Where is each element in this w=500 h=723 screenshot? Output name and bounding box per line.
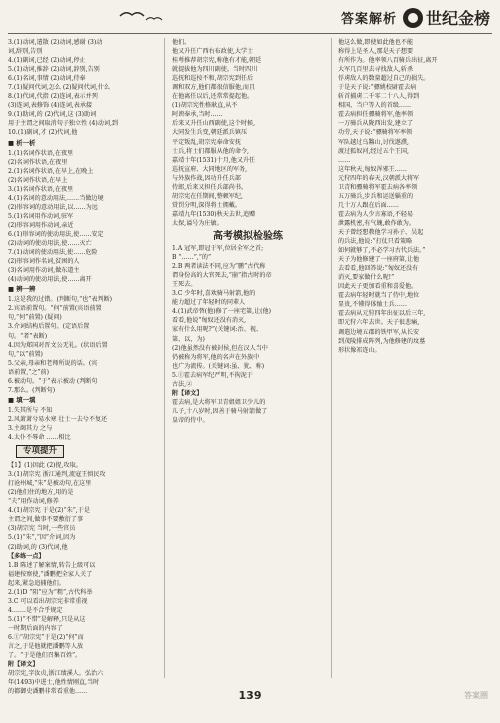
text-line: 句。“者”表断)	[8, 332, 48, 340]
text-line: 仍被称为将军,他的名声在外族中	[172, 353, 260, 361]
text-line: (2)形容词用作动词,亲近	[8, 221, 74, 229]
answer-list	[8, 38, 156, 442]
text-line: 在他离任以后,还常常提起他。	[172, 93, 254, 101]
text-line: 调和双方,他们都很信服他,而且	[172, 84, 256, 92]
text-line: 士兵,将士们都服从他的命令,	[172, 147, 249, 155]
text-line: 3.主竭其力 之与	[8, 424, 53, 432]
text-line: 4.(1)胡宗宪 于是(2)“朱”,于是	[8, 507, 90, 515]
logo-icon	[403, 8, 423, 28]
text-line: (2)他们住的地方,用的是	[8, 489, 74, 497]
text-line: 语前置,“之”前)	[8, 368, 50, 376]
watermark: 答案圈	[464, 691, 488, 700]
text-line: 嘉靖九年(1530)秋天去世,追赠	[172, 210, 256, 218]
text-line: 侍郎,后来又担任兵部尚书。	[172, 183, 248, 191]
text-line: 5.父亲,母亲和老师所说的话。(宾	[8, 359, 98, 367]
text-line: 6.(1)名词,事情 (2)动词,侍奉	[8, 75, 86, 83]
text-line: 天子曾经想教他学习孙子、吴起	[338, 228, 424, 236]
text-line: (3)名词用作动词,做东道主	[8, 267, 80, 275]
text-line: 6.(1)形容词的使动用法,使……安定	[8, 230, 104, 238]
text-line: 1.这是我的过错。(判断句,“也”表判断)	[8, 296, 113, 304]
text-line: 了。“于是他们召集百姓”。	[8, 652, 82, 660]
text-line: 9.(1)助词,的 (2)代词,这 (3)助词	[8, 111, 97, 119]
text-line: (3)连词,表修饰 (4)连词,表承接	[8, 102, 93, 110]
column-left	[8, 38, 156, 696]
text-line: 2.(1)名词作状语,在早上,在晚上	[8, 167, 94, 175]
text-line: 起来,紧急追捕他们。	[8, 579, 65, 587]
text-line: 胡宗宪,字汝贞,浙江绩溪人。弘治六	[8, 670, 104, 678]
text-line: 五万骑兵,步兵和运送辎重的	[338, 192, 414, 200]
text-line: 句,“以”前置)	[8, 350, 43, 358]
text-line: 5.(1)动词,推辞 (2)动词,辞别,告别	[8, 66, 100, 74]
text-line: 2.宾语前置句。“何”前置(宾语前置	[8, 305, 102, 313]
text-line: 1.失其所与 不知	[8, 406, 53, 414]
text-line: 于是天子说:“骠姚校尉霍去病	[338, 84, 417, 92]
text-line: 巡抚和巡按不和,胡宗宪到任后	[172, 75, 254, 83]
text-line: 【多练一点】	[8, 552, 45, 560]
text-line: 即元狩六年去世。天子很悲痛,	[338, 319, 420, 327]
text-line: 一万骑兵从陇西出发,建立了	[338, 120, 414, 128]
text-line: 3.介词结构后置句。(定语后置	[8, 323, 90, 331]
section-title-exam: 高考模拟检验练	[213, 230, 283, 242]
text-line: 俘虏敌人的数量超过自己的损失。	[338, 75, 430, 83]
text-line: 皇帝的侍中。	[172, 416, 209, 424]
text-line: 4.(1)武帝替(他)修了一座宅第,让(他)	[172, 308, 272, 316]
column-right	[338, 38, 490, 678]
text-line: 1.B 陈述了解案情,转告上级可以	[8, 561, 96, 569]
text-line: 形状像祁连山。	[338, 346, 381, 354]
text-line: 赏罚分明,深得将士拥戴。	[172, 201, 241, 209]
text-line: 霍去病,是大将军卫青姐姐卫少儿的	[172, 398, 266, 406]
text-line: 称得上是圣人,那是天子想要	[338, 48, 414, 56]
text-line: 7.那么。(判断句)	[8, 386, 56, 394]
text-line: 附【译文】	[8, 661, 39, 669]
column-middle	[172, 38, 324, 678]
text-line: 3.C 可以看出胡宗宪非常重视	[8, 597, 88, 605]
text-line: 霍去病从元狩四年出征以后三年,	[338, 310, 426, 318]
text-line: 5.(1)“朱”,“因”介词,因为	[8, 534, 76, 542]
text-line: 消灭,要家做什么呢!”	[338, 274, 395, 282]
text-line: 胡宗宪在任期间,整顿军纪,	[172, 192, 243, 200]
section-heading: ■ 析一析	[8, 138, 36, 147]
page-number: 139	[238, 689, 262, 702]
text-line: 大同发生兵变,朝廷派兵镇压	[172, 129, 248, 137]
text-line: 泄露机密,有气魄,敢作敢为。	[338, 219, 415, 227]
text-line: 军队越过乌盭山,讨伐遨濮,	[338, 138, 409, 146]
section-heading: ■ 填一填	[8, 395, 36, 404]
text-line: 因此天子更加看重和喜爱他。	[338, 283, 418, 291]
text-line: 王死去。	[172, 281, 197, 289]
text-line: 的都御史潘鹏非常看重他……	[8, 688, 88, 696]
text-line: 7.(1)疑问代词,怎么 (2)疑问代词,什么	[8, 84, 111, 92]
brand	[341, 6, 490, 29]
text-line: 就提拔他为四川副使。当时四川	[172, 66, 258, 74]
text-line: 几十万人跟在后面……	[338, 201, 399, 209]
text-line: 嘉靖十年(1531)十月,他又升任	[172, 156, 256, 164]
text-line: 3.(1)胡宗宪 浙江通判,流寇王慎民攻	[8, 471, 106, 479]
text-line: 平定叛乱,胡宗宪奉命安抚	[172, 138, 241, 146]
text-line: 也广为流传。(关键词:虽、犹、称)	[172, 362, 265, 370]
answer-list	[8, 461, 156, 696]
text-line: 8.(1)代词,代指 (2)连词,表示并列	[8, 93, 98, 101]
text-line: 到茂陵排成阵列,为他修建的坟墓	[338, 337, 426, 345]
text-line: 2.B 两者读法不同,应为“鹏”古代称	[172, 263, 266, 271]
text-line: 3.(1)动词,遣散 (2)动词,感谢 (3)动	[8, 39, 103, 46]
text-line: 渡过狐奴河,经过五个王国,	[338, 147, 409, 155]
text-line: 年(1493)中进士,他性情刚直,当时	[8, 679, 100, 687]
text-line: 调遣边境五郡的铁甲军,从长安	[338, 328, 420, 336]
text-line: 4.因为郑国对晋文公无礼。(状语后置	[8, 341, 108, 349]
text-line: 的兵法,他说:“打仗只看策略	[338, 238, 413, 246]
text-line: 大军几百里去寻找敌人,斩杀	[338, 66, 414, 74]
text-line: 斩首捕虏二千零二十八人,得到	[338, 93, 420, 101]
text-line: 有所作为。他率领八百骑兵出征,离开	[338, 57, 438, 65]
text-line: 他们。	[172, 39, 191, 46]
text-line: 5.(1)“不惜”是解释,只是从这	[8, 615, 86, 623]
text-line: 3.(1)名词作状语,在夜里	[8, 185, 74, 193]
text-line: 相国、当户等人的首级……	[338, 102, 412, 110]
text-line: 附【译文】	[172, 389, 203, 397]
section-title-special: 专项提升	[16, 445, 64, 458]
header-label: 答案解析	[340, 12, 397, 27]
text-line: (3)胡宗宪 当时,一些官员	[8, 525, 76, 533]
text-line: 4.(1)副词,已经 (2)动词,停止	[8, 57, 86, 65]
text-line: 3.C 少年时,喜欢骑马射箭,他的	[172, 290, 256, 298]
text-line: 谓身份高的大官死去,“崩”指古时的帝	[172, 272, 272, 280]
text-line: 卫青和骠骑将军霍去病各率领	[338, 183, 418, 191]
text-line: 儿子,十八岁时,因善于骑马射箭做了	[172, 407, 268, 415]
text-line: 5.(1)名词用作动词,驻军	[8, 212, 74, 220]
text-line: 显贵,不懂得体恤士兵……	[338, 301, 407, 309]
text-line: 句,“何”前置) (疑问)	[8, 314, 62, 322]
text-line: 他又升任广西右布政使,大学士	[172, 48, 254, 56]
text-line: 4.(1)名词的意动用法,……当做边境	[8, 194, 104, 202]
text-line: 4.太仆不辱命 ……相比	[8, 434, 71, 442]
text-line: “夫”用作动词,修养	[8, 498, 59, 506]
answer-list	[172, 244, 324, 425]
text-line: 霍去病年轻时就当了侍中,地位	[338, 292, 420, 300]
text-line: 【1】(1)因此 (2)捉,攻取。	[8, 462, 82, 470]
brand-name: 世纪金榜	[425, 9, 490, 28]
text-line: 看看,他说“匈奴还没有消灭,	[172, 317, 247, 325]
text-line: (2)形容词的意动用法,以……为远	[8, 203, 98, 211]
text-line: 这年秋天,匈奴浑邪王……	[338, 165, 407, 173]
text-line: 一时期后面的内容了	[8, 624, 63, 632]
answer-list	[338, 38, 490, 355]
text-line: 元狩四年的春天,汉朝派大将军	[338, 174, 420, 182]
text-line: 4.……是不合乎规定	[8, 606, 63, 614]
text-line: 功劳,天子说:“骠骑将军率领	[338, 129, 413, 137]
text-line: 太保,谥号为庄敏。	[172, 219, 223, 227]
text-line: 与外族作战,因功升任兵部	[172, 174, 241, 182]
text-line: 2.(1)D “阻”应为“粗”,古代科举	[8, 588, 93, 596]
text-line: 他这么做,即使如此他也不能	[338, 39, 414, 46]
column-divider	[164, 38, 165, 678]
text-line: 巡抚宣府、大同地区的军务,	[172, 165, 248, 173]
text-line: 1.(1)名词作状语,在夜里	[8, 149, 74, 157]
text-line: 主谓之间,做事不要敷衍了事	[8, 516, 84, 524]
text-line: 阿谀奉承,当时……	[172, 111, 223, 119]
answer-list	[172, 38, 324, 228]
header-rule	[8, 33, 492, 34]
text-line: (4)动词的使动用法,使……离开	[8, 276, 92, 284]
text-line: B “……”,“的”	[172, 254, 212, 262]
text-line: (2)名词作状语,在夜里	[8, 158, 68, 166]
text-line: 天子为他修建了一座府第,让他	[338, 256, 420, 264]
text-line: 霍去病担任骠骑将军,他率领	[338, 111, 414, 119]
text-line: 霍去病为人少言寡语,不轻易	[338, 210, 414, 218]
birds-icon	[118, 8, 164, 24]
text-line: ……	[338, 156, 351, 164]
text-line: 后来又升任山西副使,这个时候,	[172, 120, 256, 128]
text-line: (2)形容词作名词,贫困的人	[8, 258, 80, 266]
text-line: 去看看,他回答说:“匈奴还没有	[338, 265, 419, 273]
section-heading: ■ 辨一辨	[8, 285, 36, 294]
text-line: 桂萼推荐胡宗宪,称他有才能,朝廷	[172, 57, 262, 65]
text-line: (2)他虽然没有被封侯,但在汉人当中	[172, 344, 268, 352]
text-line: 6.①“胡宗宪”于是(2)“何”而	[8, 634, 84, 641]
text-line: 家有什么用呢?”(关键词:治、视、	[172, 326, 263, 334]
text-line: 能力超过了年轻时的同辈人	[172, 299, 246, 307]
text-line: 言之,于是他就把潘鹏等人放	[8, 643, 84, 651]
text-line: (2)助词,的 (3)代词,他	[8, 543, 68, 551]
text-line: 6.被动句。“于”表示被动 (判断句	[8, 377, 98, 385]
text-line: (2)名词作状语,在早上	[8, 176, 68, 184]
column-divider	[331, 38, 332, 678]
text-line: 古法,②	[172, 380, 193, 388]
text-line: 如何就够了,不必学习古代兵法。”	[338, 247, 426, 255]
text-line: 用于主谓之间取消句子独立性 (4)动词,到	[8, 120, 119, 128]
text-line: 5.①霍去病军纪严明,不拘泥于	[172, 371, 253, 379]
text-line: (2)动词的使动用法,使……灭亡	[8, 240, 92, 248]
page-header	[0, 0, 500, 34]
text-line: 10.(1)副词,才 (2)代词,他	[8, 129, 78, 137]
text-line: 7.(1)动词的使动用法,使……危险	[8, 249, 98, 257]
text-line: 1.A 冠军,即冠于军,位居全军之首;	[172, 245, 264, 253]
text-line: 第、以、为)	[172, 335, 205, 343]
text-line: 福建按察使,“潘鹏把全家人关了	[8, 570, 93, 578]
brand-logo	[403, 6, 490, 29]
text-line: 打沧州城,“朱”是被动句,在这里	[8, 480, 92, 488]
text-line: 2.风萧萧兮易水寒 壮士一去兮不复还	[8, 415, 108, 423]
text-line: (1)胡宗宪性格耿直,从不	[172, 102, 238, 110]
text-line: 词,辞别,告别	[8, 48, 43, 56]
